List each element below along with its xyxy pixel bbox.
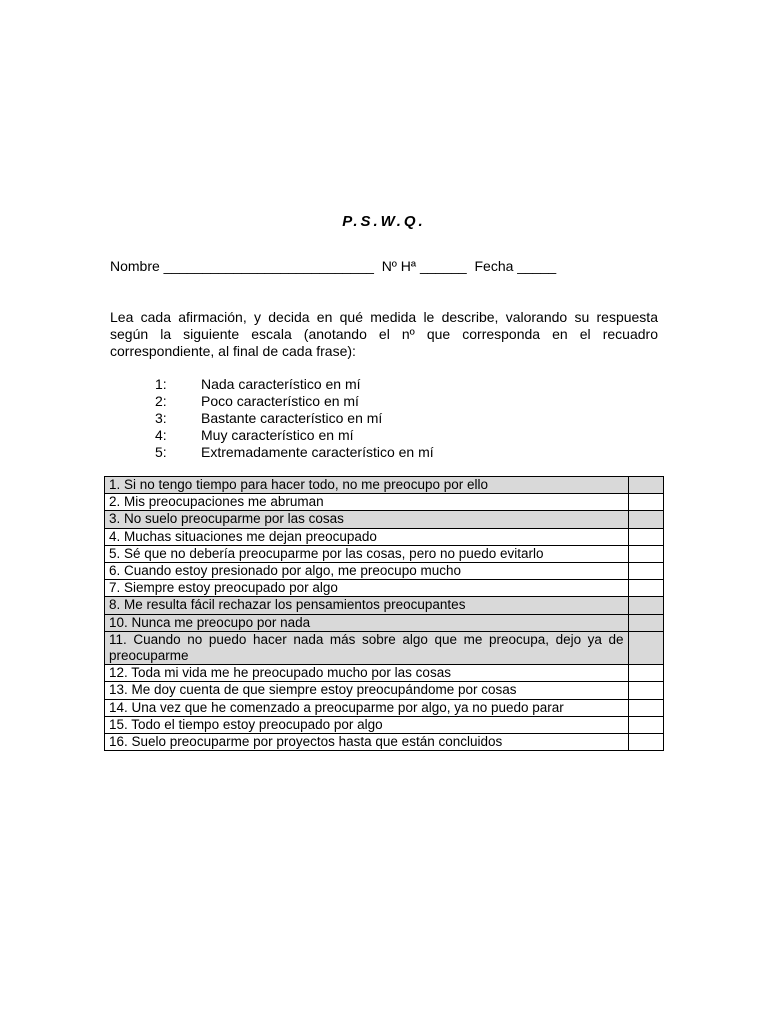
- item-row: [105, 580, 664, 597]
- item-statement: 14. Una vez que he comenzado a preocuparme por algo, ya no puedo parar: [105, 699, 629, 716]
- scale-row: [155, 427, 434, 444]
- item-row: [105, 665, 664, 682]
- item-answer-box[interactable]: [628, 511, 663, 528]
- instructions-paragraph: Lea cada afirmación, y decida en qué medida le describe, valorando su respuesta según la siguiente escala (anotando el nº que corresponda en el recuadro correspondiente, al final de cada frase):: [110, 309, 658, 359]
- document-title: P.S.W.Q.: [342, 213, 426, 230]
- item-row: [105, 477, 664, 494]
- item-answer-box[interactable]: [628, 734, 663, 751]
- scale-row: [155, 376, 434, 393]
- item-statement: 7. Siempre estoy preocupado por algo: [105, 580, 629, 597]
- item-row: [105, 545, 664, 562]
- items-table: [104, 476, 664, 751]
- scale-row: [155, 410, 434, 427]
- item-answer-box[interactable]: [628, 528, 663, 545]
- item-statement: 5. Sé que no debería preocuparme por las cosas, pero no puedo evitarlo: [105, 545, 629, 562]
- scale-row: [155, 444, 434, 461]
- item-row: [105, 734, 664, 751]
- item-row: [105, 614, 664, 631]
- item-statement: 15. Todo el tiempo estoy preocupado por algo: [105, 716, 629, 733]
- scale-number: 2:: [155, 393, 167, 409]
- scale-label: Extremadamente característico en mí: [201, 444, 434, 460]
- scale-label: Nada característico en mí: [201, 376, 361, 392]
- scale-number: 3:: [155, 410, 167, 426]
- item-answer-box[interactable]: [628, 699, 663, 716]
- item-row: [105, 528, 664, 545]
- item-statement: 4. Muchas situaciones me dejan preocupado: [105, 528, 629, 545]
- scale-number: 5:: [155, 444, 167, 460]
- item-statement: 6. Cuando estoy presionado por algo, me preocupo mucho: [105, 563, 629, 580]
- item-answer-box[interactable]: [628, 580, 663, 597]
- scale-number: 1:: [155, 376, 167, 392]
- scale-label: Bastante característico en mí: [201, 410, 383, 426]
- item-answer-box[interactable]: [628, 477, 663, 494]
- item-statement: 12. Toda mi vida me he preocupado mucho por las cosas: [105, 665, 629, 682]
- scale-number: 4:: [155, 427, 167, 443]
- item-statement: 8. Me resulta fácil rechazar los pensamientos preocupantes: [105, 597, 629, 614]
- item-row: [105, 716, 664, 733]
- items-table-body: [105, 477, 664, 751]
- item-statement: 10. Nunca me preocupo por nada: [105, 614, 629, 631]
- item-answer-box[interactable]: [628, 597, 663, 614]
- item-row: [105, 682, 664, 699]
- respondent-info-line: Nombre ___________________________ Nº Hª ______ Fecha _____: [110, 258, 557, 274]
- item-answer-box[interactable]: [628, 545, 663, 562]
- item-row: [105, 511, 664, 528]
- item-row: [105, 563, 664, 580]
- scale-label: Poco característico en mí: [201, 393, 359, 409]
- item-answer-box[interactable]: [628, 716, 663, 733]
- item-statement: 1. Si no tengo tiempo para hacer todo, no me preocupo por ello: [105, 477, 629, 494]
- scale-label: Muy característico en mí: [201, 427, 354, 443]
- item-answer-box[interactable]: [628, 682, 663, 699]
- item-answer-box[interactable]: [628, 631, 663, 664]
- item-answer-box[interactable]: [628, 494, 663, 511]
- scale-row: [155, 393, 434, 410]
- item-row: [105, 494, 664, 511]
- item-answer-box[interactable]: [628, 665, 663, 682]
- item-row: [105, 699, 664, 716]
- item-row: [105, 597, 664, 614]
- item-statement: 2. Mis preocupaciones me abruman: [105, 494, 629, 511]
- item-statement: 16. Suelo preocuparme por proyectos hasta que están concluidos: [105, 734, 629, 751]
- item-answer-box[interactable]: [628, 614, 663, 631]
- rating-scale: [155, 376, 434, 461]
- item-answer-box[interactable]: [628, 563, 663, 580]
- item-statement: 11. Cuando no puedo hacer nada más sobre algo que me preocupa, dejo ya de preocuparme: [105, 631, 629, 664]
- item-statement: 13. Me doy cuenta de que siempre estoy preocupándome por cosas: [105, 682, 629, 699]
- item-row: [105, 631, 664, 664]
- item-statement: 3. No suelo preocuparme por las cosas: [105, 511, 629, 528]
